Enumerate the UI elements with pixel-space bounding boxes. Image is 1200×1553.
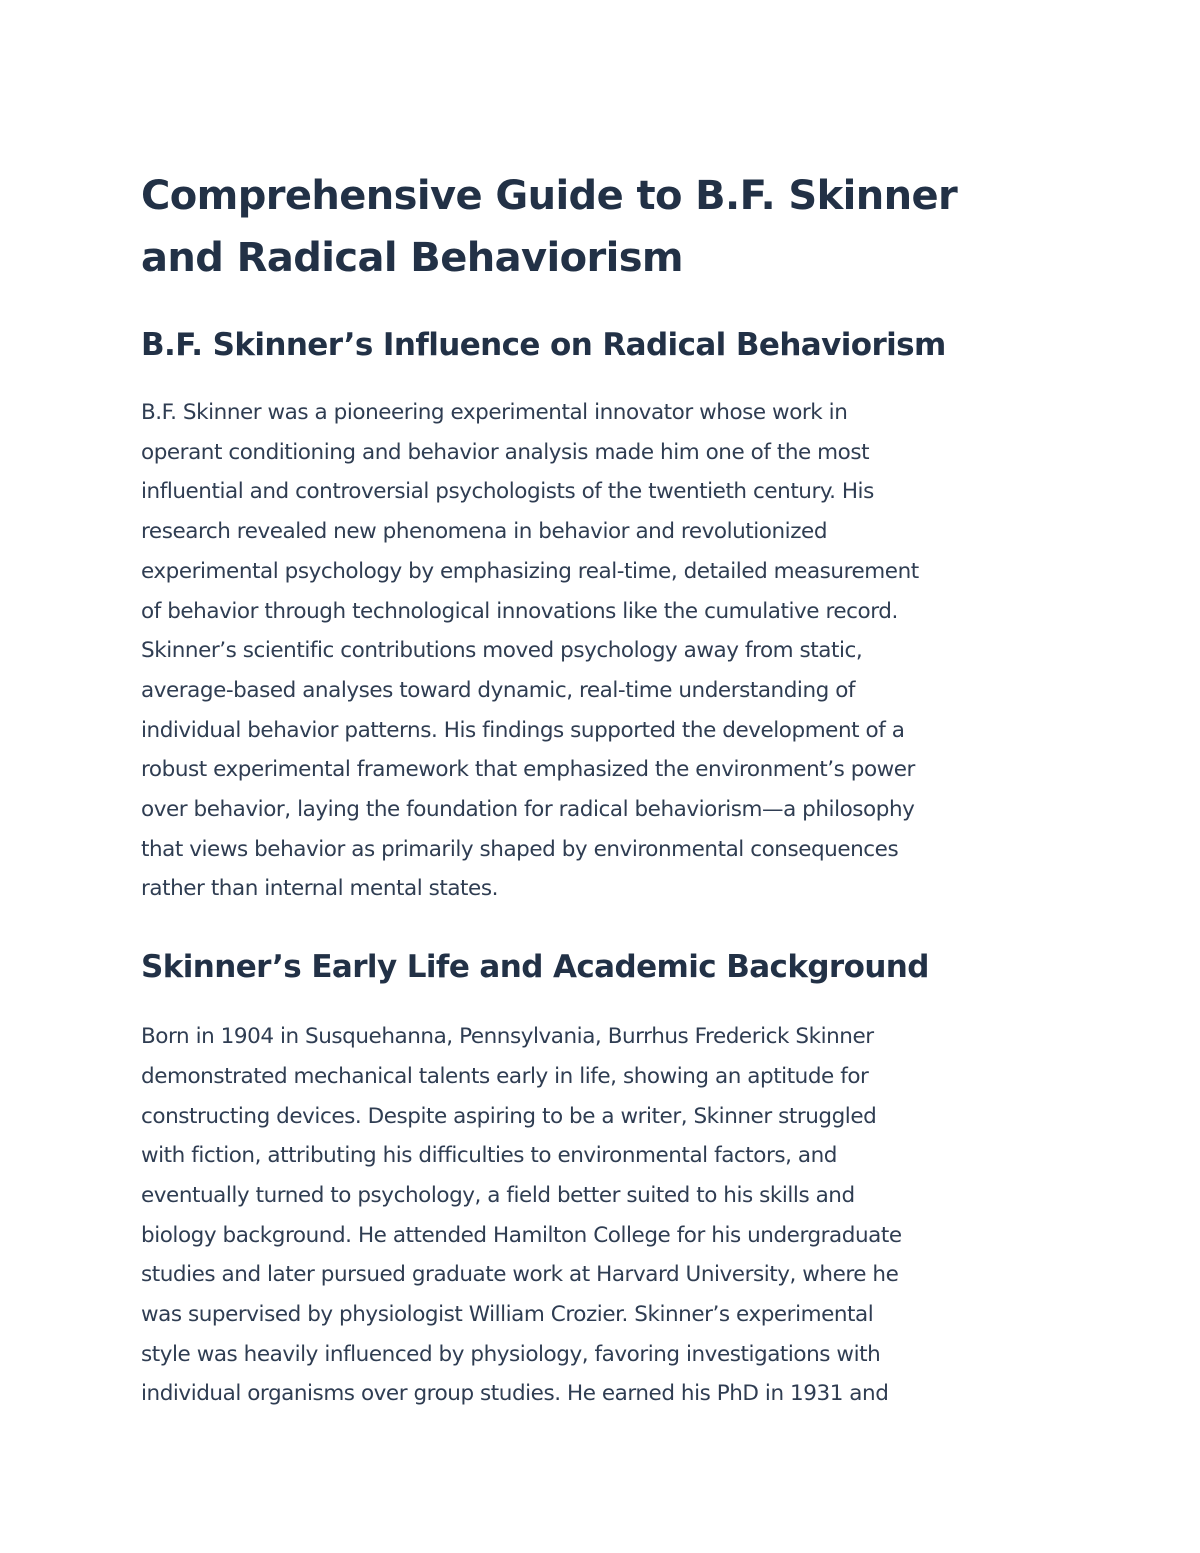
paragraph-line: Skinner’s scientific contributions moved psychology away from static, (141, 638, 863, 664)
paragraph-line: constructing devices. Despite aspiring to be a writer, Skinner struggled (141, 1103, 877, 1129)
title-line: and Radical Behaviorism (141, 235, 683, 281)
document-title (141, 165, 1071, 289)
document-page (141, 165, 1071, 1414)
title-line: Comprehensive Guide to B.F. Skinner (141, 173, 958, 219)
section-heading-early-life: Skinner’s Early Life and Academic Background (141, 949, 929, 986)
paragraph-line: with fiction, attributing his difficulties to environmental factors, and (141, 1143, 837, 1169)
paragraph-line: research revealed new phenomena in behavior and revolutionized (141, 519, 828, 545)
paragraph-line: influential and controversial psychologists of the twentieth century. His (141, 479, 874, 505)
paragraph-line: rather than internal mental states. (141, 876, 498, 902)
paragraph-line: individual behavior patterns. His findings supported the development of a (141, 717, 905, 743)
paragraph-line: experimental psychology by emphasizing real-time, detailed measurement (141, 558, 919, 584)
paragraph-line: robust experimental framework that emphasized the environment’s power (141, 757, 915, 783)
section-heading-influence: B.F. Skinner’s Influence on Radical Behaviorism (141, 327, 946, 363)
paragraph-line: style was heavily influenced by physiology, favoring investigations with (141, 1341, 881, 1367)
paragraph-line: average-based analyses toward dynamic, real-time understanding of (141, 677, 856, 703)
paragraph-line: studies and later pursued graduate work at Harvard University, where he (141, 1262, 899, 1288)
paragraph-line: demonstrated mechanical talents early in life, showing an aptitude for (141, 1063, 869, 1089)
paragraph-influence (141, 393, 1071, 909)
paragraph-line: operant conditioning and behavior analysis made him one of the most (141, 439, 870, 465)
paragraph-line: Born in 1904 in Susquehanna, Pennsylvania, Burrhus Frederick Skinner (141, 1024, 874, 1050)
paragraph-line: of behavior through technological innovations like the cumulative record. (141, 598, 898, 624)
paragraph-line: biology background. He attended Hamilton College for his undergraduate (141, 1222, 902, 1248)
paragraph-early-life (141, 1017, 1071, 1414)
paragraph-line: B.F. Skinner was a pioneering experimental innovator whose work in (141, 400, 848, 425)
paragraph-line: eventually turned to psychology, a field better suited to his skills and (141, 1182, 855, 1208)
paragraph-line: over behavior, laying the foundation for radical behaviorism—a philosophy (141, 797, 915, 823)
paragraph-line: that views behavior as primarily shaped by environmental consequences (141, 836, 899, 862)
paragraph-line: was supervised by physiologist William Crozier. Skinner’s experimental (141, 1302, 874, 1328)
paragraph-line: individual organisms over group studies. He earned his PhD in 1931 and (141, 1381, 889, 1407)
